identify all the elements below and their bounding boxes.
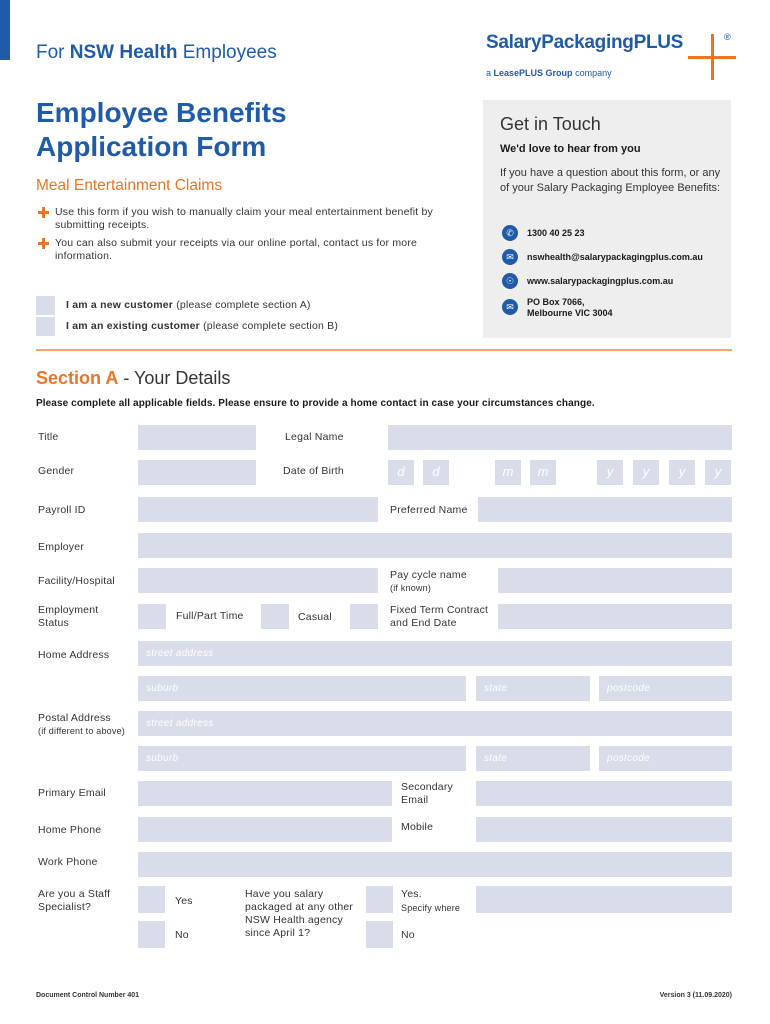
postal-street-field[interactable]	[138, 711, 732, 736]
postal-suburb-placeholder: suburb	[146, 753, 179, 764]
casual-checkbox[interactable]	[261, 604, 289, 629]
contact-heading: Get in Touch	[500, 114, 601, 134]
title-field[interactable]	[138, 425, 256, 450]
fixed-term-date-field[interactable]	[498, 604, 732, 629]
contact-subheading: We'd love to hear from you	[500, 143, 641, 155]
staff-specialist-no-label: No	[175, 929, 189, 941]
email-icon: ✉	[502, 249, 518, 265]
postal-postcode-placeholder: postcode	[607, 753, 650, 764]
home-postcode-placeholder: postcode	[607, 683, 650, 694]
pay-cycle-label: Pay cycle name	[390, 569, 467, 581]
emp-status-label-1: Employment	[38, 604, 99, 616]
fixed-term-checkbox[interactable]	[350, 604, 378, 629]
contact-web[interactable]: www.salarypackagingplus.com.au	[527, 276, 674, 286]
plus-bullet-icon	[38, 207, 49, 218]
new-customer-label: I am a new customer (please complete section A)	[66, 299, 311, 311]
gender-label: Gender	[38, 465, 75, 477]
section-a-title: Section A - Your Details	[36, 368, 231, 388]
home-street-field[interactable]	[138, 641, 732, 666]
packaged-yes-checkbox[interactable]	[366, 886, 393, 913]
preferred-field[interactable]	[478, 497, 732, 522]
primary-email-field[interactable]	[138, 781, 392, 806]
gender-field[interactable]	[138, 460, 256, 485]
fixed-term-label-2: and End Date	[390, 617, 457, 629]
primary-email-label: Primary Email	[38, 787, 106, 799]
emp-status-label-2: Status	[38, 617, 69, 629]
home-state-placeholder: state	[484, 683, 508, 694]
packaged-label-2: packaged at any other	[245, 901, 354, 913]
legal-name-field[interactable]	[388, 425, 732, 450]
packaged-no-checkbox[interactable]	[366, 921, 393, 948]
mail-icon: ✉	[502, 299, 518, 315]
home-street-placeholder: street address	[146, 648, 214, 659]
page-title: Employee Benefits Application Form	[36, 97, 287, 162]
packaged-label-3: NSW Health agency	[245, 914, 343, 926]
packaged-label-4: since April 1?	[245, 927, 311, 939]
work-phone-field[interactable]	[138, 852, 732, 877]
employer-field[interactable]	[138, 533, 732, 558]
home-suburb-placeholder: suburb	[146, 683, 179, 694]
home-suburb-field[interactable]	[138, 676, 466, 701]
staff-specialist-yes-checkbox[interactable]	[138, 886, 165, 913]
postal-suburb-field[interactable]	[138, 746, 466, 771]
logo-plus-horizontal	[688, 56, 736, 59]
casual-label: Casual	[298, 611, 332, 623]
logo-name: SalaryPackagingPLUS	[486, 32, 684, 53]
staff-specialist-yes-label: Yes	[175, 895, 193, 907]
title-label: Title	[38, 431, 59, 443]
full-part-time-label: Full/Part Time	[176, 610, 244, 622]
staff-specialist-no-checkbox[interactable]	[138, 921, 165, 948]
packaged-yes-label: Yes.	[401, 888, 422, 900]
packaged-specify-field[interactable]	[476, 886, 732, 913]
mobile-field[interactable]	[476, 817, 732, 842]
mobile-label: Mobile	[401, 821, 434, 833]
legal-name-label: Legal Name	[285, 431, 344, 443]
contact-email[interactable]: nswhealth@salarypackagingplus.com.au	[527, 252, 703, 262]
header-audience: For NSW Health Employees	[36, 42, 277, 63]
bullet-text-1: Use this form if you wish to manually claim your meal entertainment benefit by submitting receipts.	[55, 206, 434, 231]
staff-specialist-label-1: Are you a Staff	[38, 888, 111, 900]
plus-bullet-icon	[38, 238, 49, 249]
packaged-label-1: Have you salary	[245, 888, 324, 900]
existing-customer-label: I am an existing customer (please complete section B)	[66, 320, 339, 332]
staff-specialist-label-2: Specialist?	[38, 901, 91, 913]
work-phone-label: Work Phone	[38, 856, 98, 868]
packaged-specify-label: Specify where	[401, 903, 461, 913]
contact-phone[interactable]: 1300 40 25 23	[527, 228, 585, 238]
contact-post-line1: PO Box 7066,	[527, 297, 585, 307]
postal-state-placeholder: state	[484, 753, 508, 764]
preferred-label: Preferred Name	[390, 504, 468, 516]
home-address-label: Home Address	[38, 649, 110, 661]
edge-bar	[0, 0, 10, 60]
logo	[486, 30, 736, 80]
full-part-time-checkbox[interactable]	[138, 604, 166, 629]
section-a-instructions: Please complete all applicable fields. Please ensure to provide a home contact in case your circumstances change.	[36, 398, 595, 409]
employer-label: Employer	[38, 541, 84, 553]
logo-tagline: a LeasePLUS Group company	[486, 68, 612, 78]
divider	[36, 349, 732, 351]
contact-intro: If you have a question about this form, or any of your Salary Packaging Employee Benefits:	[500, 167, 721, 194]
doc-control-number: Document Control Number 401	[36, 992, 140, 999]
pay-cycle-field[interactable]	[498, 568, 732, 593]
home-phone-field[interactable]	[138, 817, 392, 842]
postal-address-label: Postal Address	[38, 712, 111, 724]
facility-label: Facility/Hospital	[38, 575, 115, 587]
postal-address-note: (if different to above)	[38, 726, 125, 736]
contact-panel	[483, 100, 731, 338]
pay-cycle-note: (if known)	[390, 583, 432, 593]
payroll-field[interactable]	[138, 497, 378, 522]
dob-label: Date of Birth	[283, 465, 344, 477]
secondary-email-field[interactable]	[476, 781, 732, 806]
postal-street-placeholder: street address	[146, 718, 214, 729]
version-text: Version 3 (11.09.2020)	[659, 992, 732, 999]
bullet-text-2: You can also submit your receipts via our online portal, contact us for more information.	[55, 237, 418, 262]
secondary-email-label-2: Email	[401, 794, 429, 806]
packaged-no-label: No	[401, 929, 415, 941]
globe-icon: ☉	[502, 273, 518, 289]
facility-field[interactable]	[138, 568, 378, 593]
existing-customer-checkbox[interactable]	[36, 317, 55, 336]
secondary-email-label-1: Secondary	[401, 781, 453, 793]
form-subtitle: Meal Entertainment Claims	[36, 177, 223, 194]
fixed-term-label-1: Fixed Term Contract	[390, 604, 489, 616]
new-customer-checkbox[interactable]	[36, 296, 55, 315]
payroll-label: Payroll ID	[38, 504, 86, 516]
contact-post-line2: Melbourne VIC 3004	[527, 308, 613, 318]
phone-icon: ✆	[502, 225, 518, 241]
logo-registered: ®	[724, 32, 731, 42]
home-phone-label: Home Phone	[38, 824, 102, 836]
